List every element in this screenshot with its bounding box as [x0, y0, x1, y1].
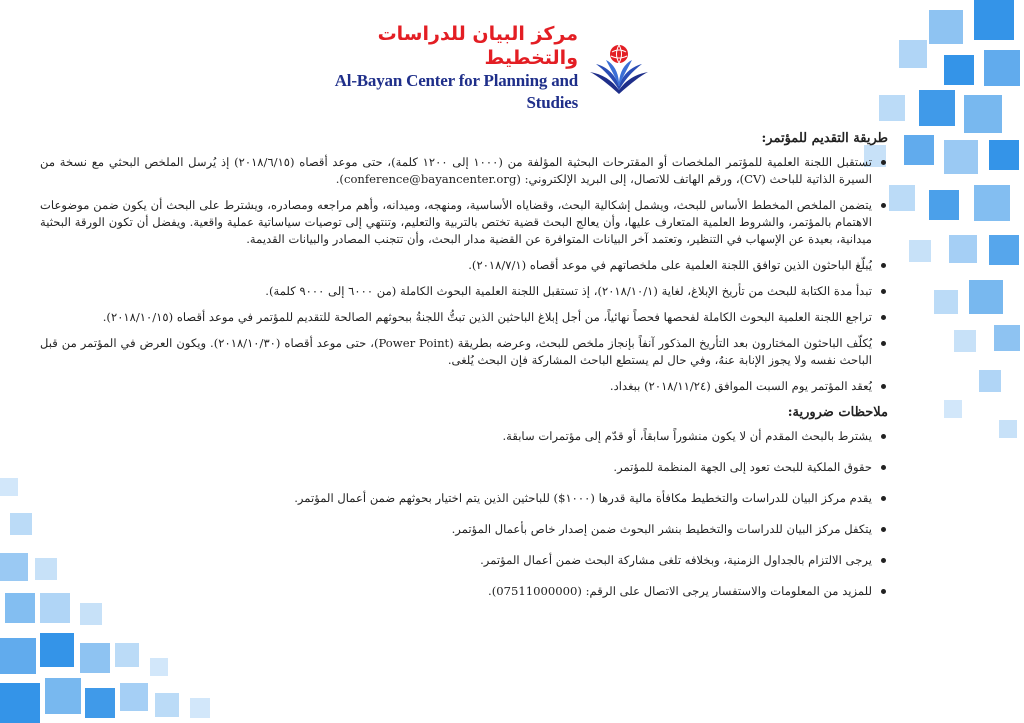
notes-heading: ملاحظات ضرورية:: [787, 405, 888, 420]
list-item: تبدأ مدة الكتابة للبحث من تأريخ الإبلاغ، لغاية (٢٠١٨/١٠/١)، إذ تستقبل اللجنة العلمية البحوث الكاملة (من ٦٠٠٠ إلى ٩٠٠٠ كلمة).: [40, 283, 872, 300]
list-item: يتضمن الملخص المخطط الأساس للبحث، ويشمل إشكالية البحث، وقضاياه الأساسية، ومنهجه، وميدانه، وأهم مراجعه ومصادره، ويشترط على البحث أن يكون ضمن موضوعات الاهتمام بالمؤتمر، والشروط العلمية المتعارف عليها، وأن يعالج البحث قضية تختص بالتربية والتعليم، وتنتهي إلى توصيات سياساتية عملية واقعية. ويفضل أن تكون الورقة البحثية ميدانية، بعيدة عن الإسهاب في التنظير، وتعتمد آخر البيانات المتوافرة عن القضية مدار البحث، وأن تتجنب المصادر والبيانات القديمة.: [40, 198, 872, 246]
center-name-arabic: مركز البيان للدراسات والتخطيط: [377, 23, 578, 69]
lotus-globe-icon: [588, 40, 650, 96]
notes-list: [40, 428, 888, 600]
header-titles: [310, 22, 578, 114]
list-item: للمزيد من المعلومات والاستفسار يرجى الاتصال على الرقم: (07511000000).: [40, 583, 872, 600]
page-header: [310, 23, 650, 112]
submission-heading: طريقة التقديم للمؤتمر:: [761, 131, 888, 146]
list-item: يرجى الالتزام بالجداول الزمنية، وبخلافه تلغى مشاركة البحث ضمن أعمال المؤتمر.: [40, 552, 872, 569]
submission-list: [40, 154, 888, 395]
list-item: يشترط بالبحث المقدم أن لا يكون منشوراً سابقاً، أو قدّم إلى مؤتمرات سابقة.: [40, 428, 872, 445]
submission-section: [40, 130, 888, 395]
list-item: يُكلّف الباحثون المختارون بعد التأريخ المذكور آنفاً بإنجاز ملخص للبحث، وعرضه بطريقة (Power Point)، حتى موعد أقصاه (٢٠١٨/١٠/٣٠). ويكون العرض في المؤتمر من قبل الباحث نفسه ولا يجوز الإنابة عنهُ، وفي حال لم يستطع الباحث المشاركة فإن البحث يُلغى.: [40, 336, 873, 367]
list-item: يُبلّغ الباحثون الذين توافق اللجنة العلمية على ملخصاتهم في موعد أقصاه (٢٠١٨/٧/١).: [40, 257, 872, 274]
center-name-english: Al-Bayan Center for Planning and Studies: [334, 71, 578, 112]
list-item: تراجع اللجنة العلمية البحوث الكاملة لفحصها فحصاً نهائياً، من أجل إبلاغ الباحثين الذين تبتُّ اللجنةُ ببحوثهم الصالحة للتقديم للمؤتمر في موعد أقصاه (٢٠١٨/١٠/١٥).: [40, 309, 872, 326]
list-item: يُعقد المؤتمر يوم السبت الموافق (٢٠١٨/١١/٢٤) ببغداد.: [40, 378, 872, 395]
list-item: حقوق الملكية للبحث تعود إلى الجهة المنظمة للمؤتمر.: [40, 459, 872, 476]
list-item: يتكفل مركز البيان للدراسات والتخطيط بنشر البحوث ضمن إصدار خاص بأعمال المؤتمر.: [40, 521, 872, 538]
list-item: تستقبل اللجنة العلمية للمؤتمر الملخصات أو المقترحات البحثية المؤلفة من (١٠٠٠ إلى ١٢٠٠ كلمة)، حتى موعد أقصاه (٢٠١٨/٦/١٥) إذ يُرسل الملخص البحثي مع نسخة من السيرة الذاتية للباحث (CV)، ورقم الهاتف للاتصال، إلى البريد الإلكتروني: (conference@bayancenter.org).: [40, 155, 873, 186]
list-item: يقدم مركز البيان للدراسات والتخطيط مكافأة مالية قدرها (١٠٠٠$) للباحثين الذين يتم اختيار بحوثهم ضمن أعمال المؤتمر.: [40, 490, 872, 507]
notes-section: [40, 404, 888, 600]
page-content: [40, 130, 888, 614]
